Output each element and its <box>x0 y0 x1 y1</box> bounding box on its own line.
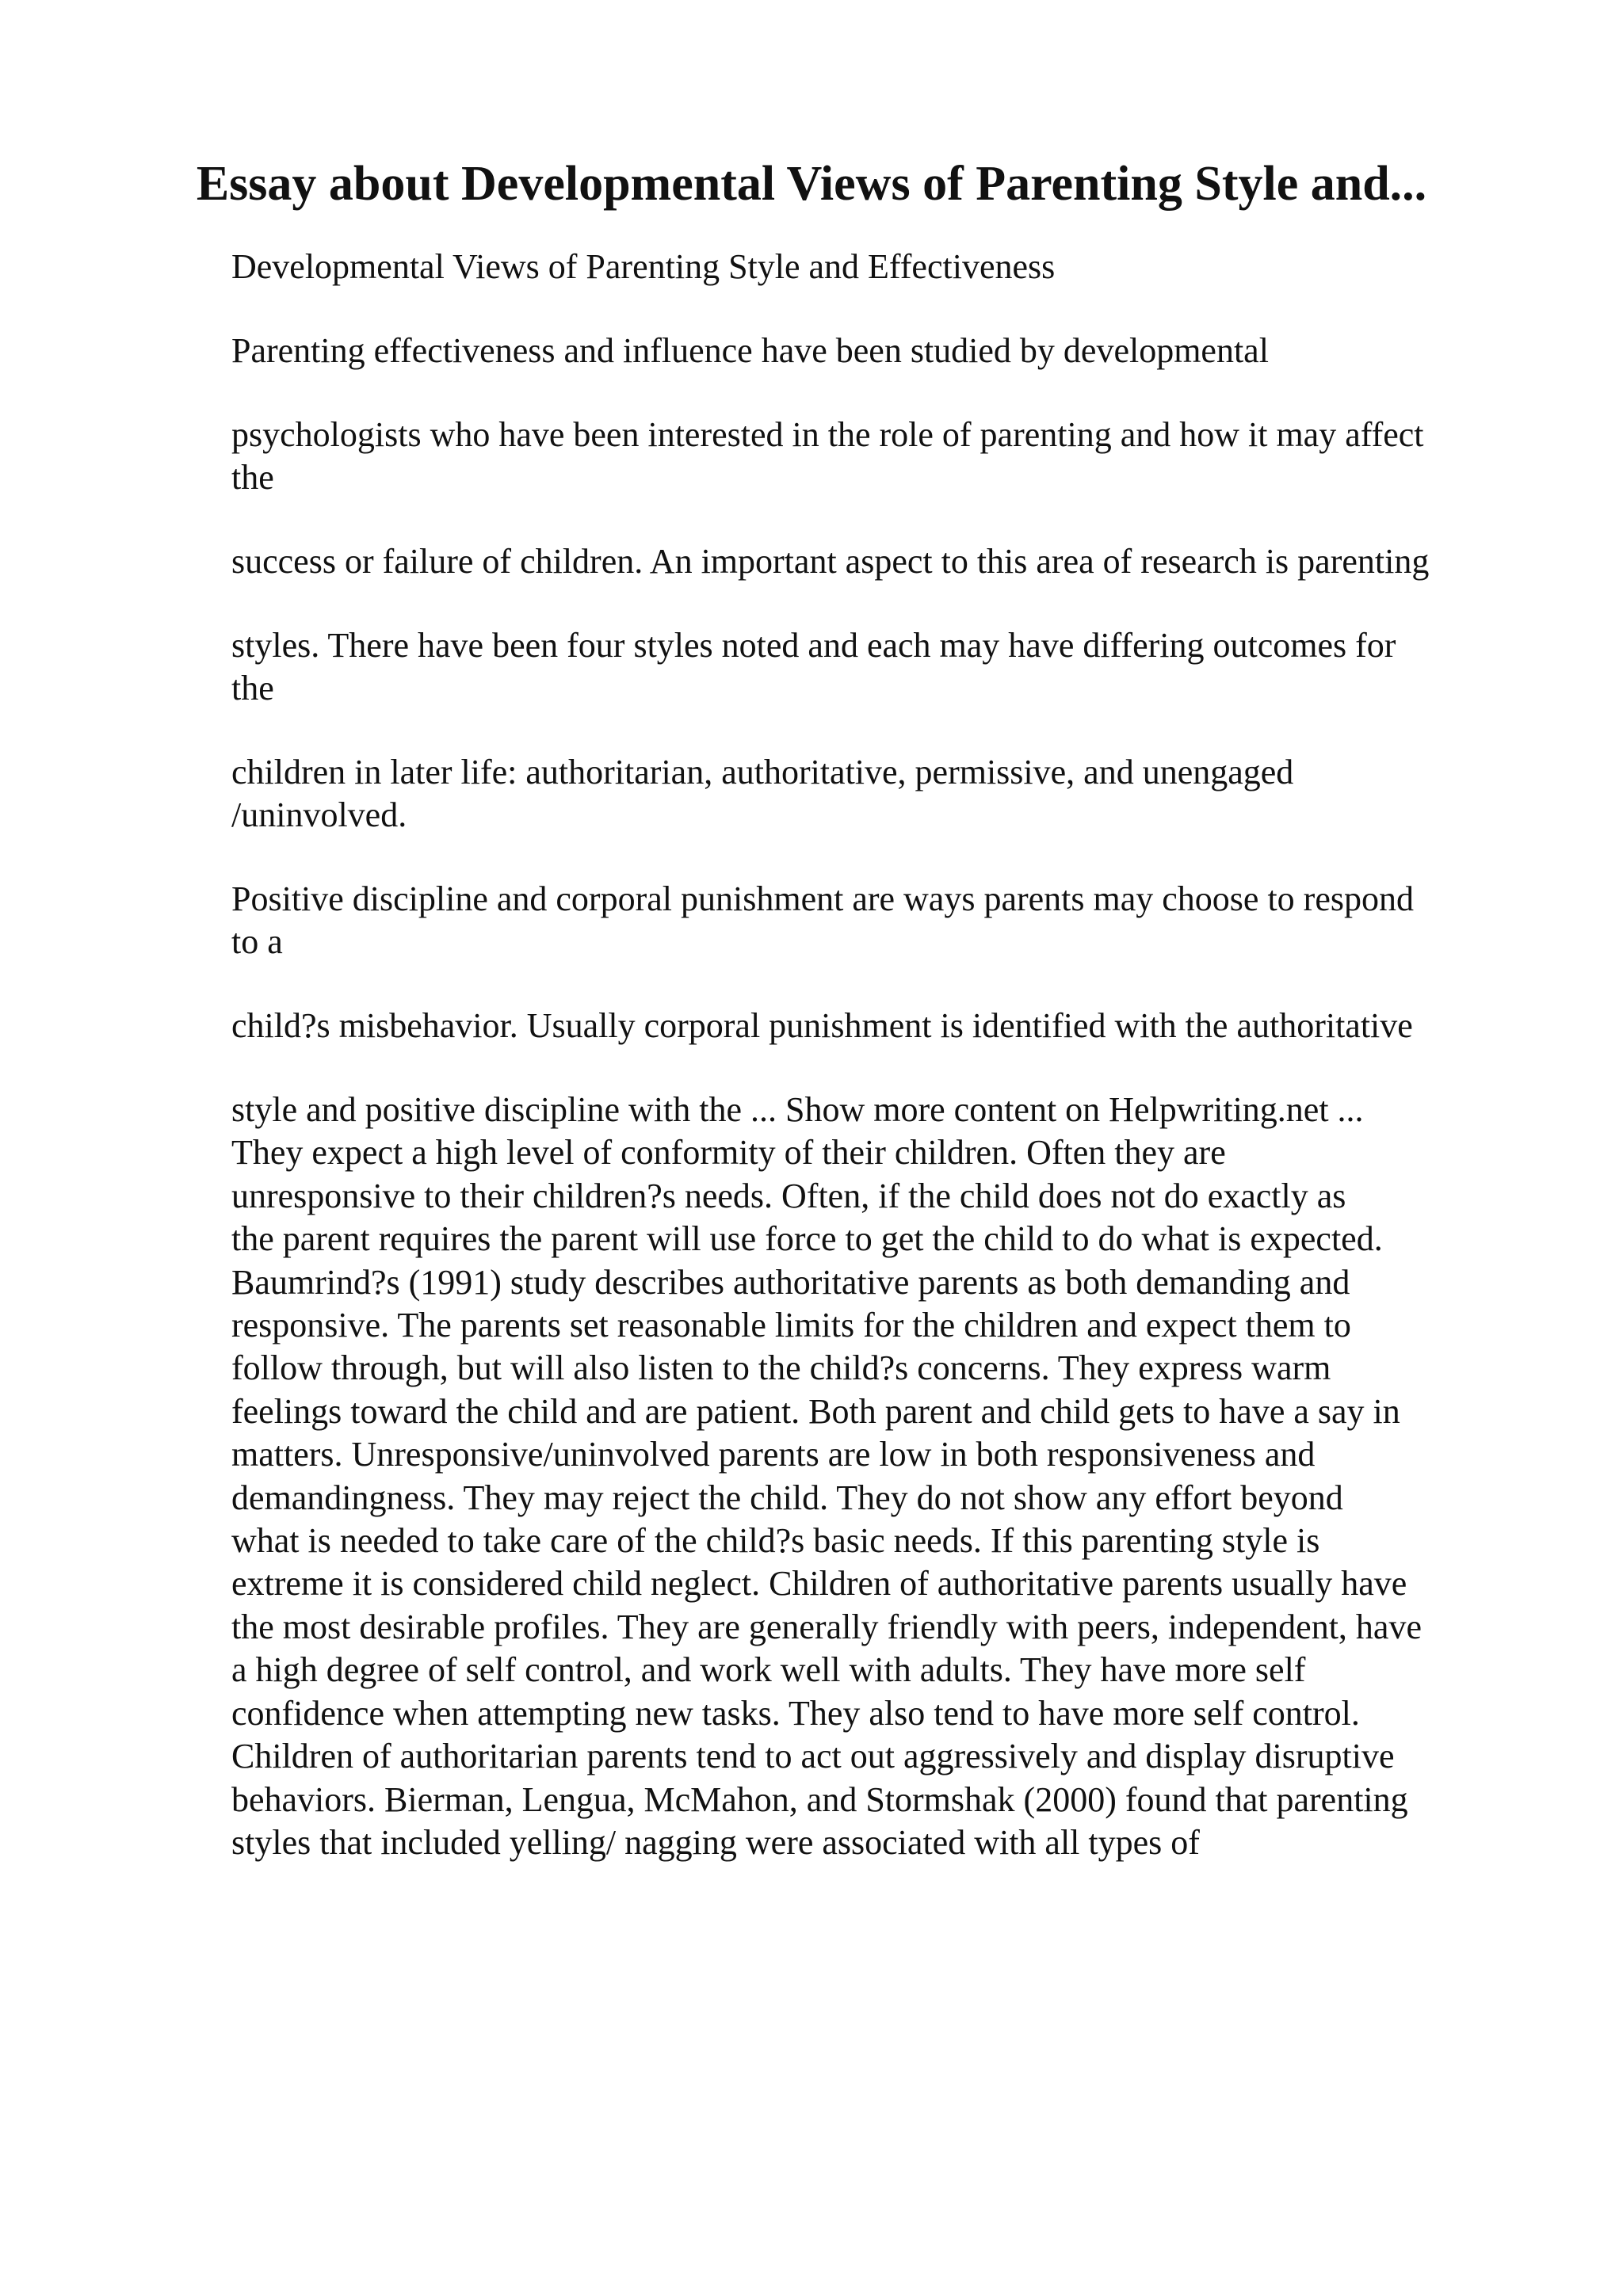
paragraph-line: styles. There have been four styles noted and each may have differing outcomes for <box>231 626 1396 665</box>
paragraph-line: the <box>231 669 274 707</box>
document-content <box>231 246 1515 1864</box>
body-line: They expect a high level of conformity of their children. Often they are <box>231 1133 1226 1173</box>
body-line: the most desirable profiles. They are generally friendly with peers, independent, have <box>231 1607 1422 1646</box>
paragraph-line: child?s misbehavior. Usually corporal punishment is identified with the authoritative <box>231 1006 1413 1045</box>
paragraph-line: /uninvolved. <box>231 795 407 834</box>
body-line: the parent requires the parent will use force to get the child to do what is expected. <box>231 1219 1383 1259</box>
paragraph-line: the <box>231 458 274 497</box>
body-line: Children of authoritarian parents tend to act out aggressively and display disruptive <box>231 1737 1395 1776</box>
body-line: responsive. The parents set reasonable limits for the children and expect them to <box>231 1306 1351 1345</box>
body-text-block <box>231 1089 1515 1864</box>
body-line: confidence when attempting new tasks. They also tend to have more self control. <box>231 1693 1360 1733</box>
paragraph <box>231 330 1515 372</box>
paragraph-line: success or failure of children. An important aspect to this area of research is parenting <box>231 542 1430 581</box>
body-line: style and positive discipline with the ... Show more content on Helpwriting.net ... <box>231 1090 1364 1129</box>
paragraph <box>231 878 1515 963</box>
paragraph-line: to a <box>231 922 283 961</box>
body-line: unresponsive to their children?s needs. Often, if the child does not do exactly as <box>231 1176 1346 1215</box>
paragraph <box>231 1005 1515 1047</box>
paragraph-line: Parenting effectiveness and influence have been studied by developmental <box>231 331 1269 370</box>
paragraph <box>231 751 1515 837</box>
body-line: Baumrind?s (1991) study describes authoritative parents as both demanding and <box>231 1262 1350 1302</box>
body-line: a high degree of self control, and work well with adults. They have more self <box>231 1650 1306 1690</box>
paragraph-line: psychologists who have been interested in the role of parenting and how it may affect <box>231 415 1424 454</box>
paragraph-line: Positive discipline and corporal punishment are ways parents may choose to respond <box>231 879 1414 918</box>
document-subtitle <box>231 246 1515 288</box>
paragraph <box>231 414 1515 499</box>
body-line: matters. Unresponsive/uninvolved parents are low in both responsiveness and <box>231 1435 1316 1474</box>
body-line: styles that included yelling/ nagging were associated with all types of <box>231 1822 1200 1862</box>
paragraph <box>231 624 1515 710</box>
body-line: behaviors. Bierman, Lengua, McMahon, and Stormshak (2000) found that parenting <box>231 1779 1408 1819</box>
body-line: extreme it is considered child neglect. Children of authoritative parents usually have <box>231 1564 1407 1604</box>
subtitle-line: Developmental Views of Parenting Style and Effectiveness <box>231 247 1056 286</box>
paragraph <box>231 540 1515 583</box>
paragraph-line: children in later life: authoritarian, authoritative, permissive, and unengaged <box>231 753 1294 791</box>
body-line: demandingness. They may reject the child. They do not show any effort beyond <box>231 1478 1343 1517</box>
body-line: feelings toward the child and are patient. Both parent and child gets to have a say in <box>231 1391 1400 1431</box>
document-title: Essay about Developmental Views of Parenting Style and... <box>196 157 1427 211</box>
body-line: what is needed to take care of the child?s basic needs. If this parenting style is <box>231 1521 1320 1561</box>
body-line: follow through, but will also listen to the child?s concerns. They express warm <box>231 1348 1331 1388</box>
